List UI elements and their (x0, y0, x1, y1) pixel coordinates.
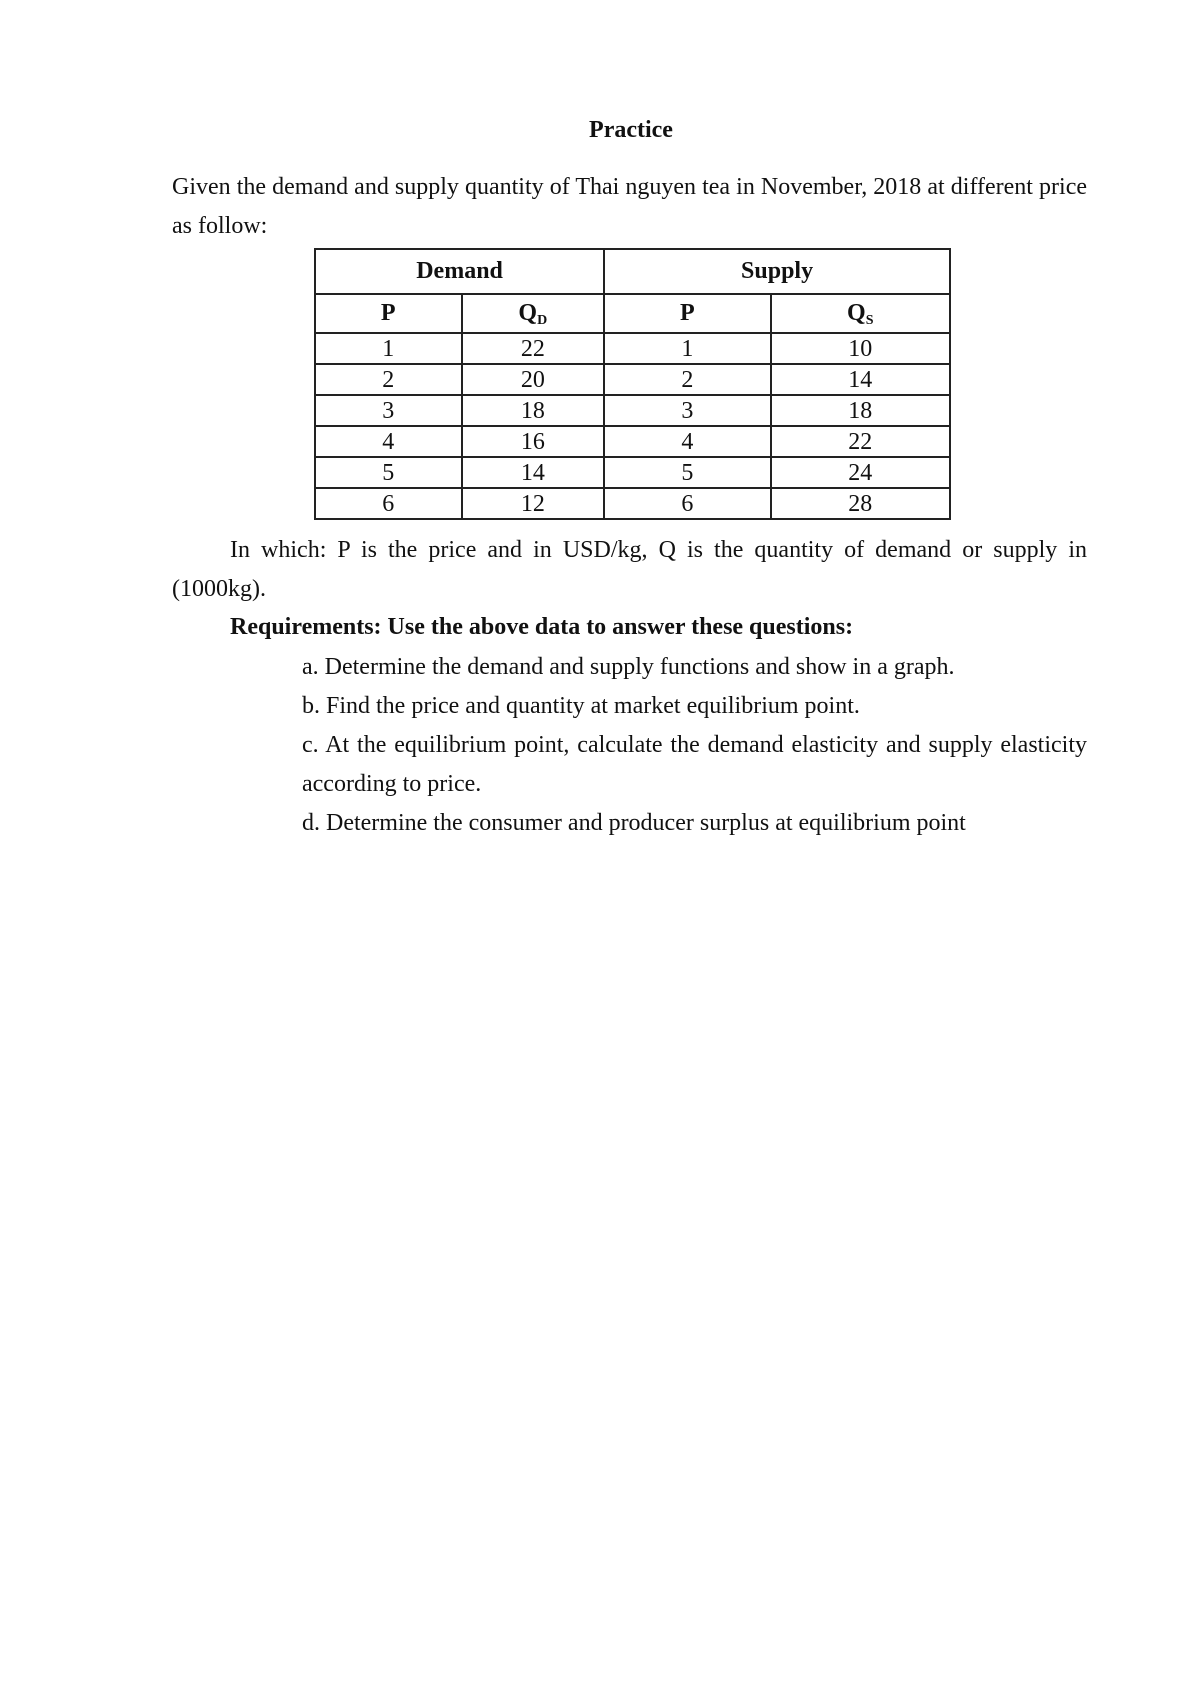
requirement-item-a: a. Determine the demand and supply functions and show in a graph. (302, 654, 955, 680)
supply-price-cell: 2 (604, 364, 770, 395)
demand-group-header: Demand (315, 249, 604, 294)
table-row (315, 488, 950, 519)
demand-quantity-cell: 20 (462, 364, 605, 395)
demand-quantity-subscript: D (537, 313, 548, 328)
requirement-item-d: d. Determine the consumer and producer surplus at equilibrium point (302, 810, 966, 836)
supply-group-header: Supply (604, 249, 950, 294)
demand-price-cell: 3 (315, 395, 462, 426)
supply-price-cell: 1 (604, 333, 770, 364)
supply-quantity-header: QS (771, 294, 950, 333)
requirement-item-c: c. At the equilibrium point, calculate the demand elasticity and supply elasticity according to price. (302, 732, 1087, 797)
supply-quantity-cell: 22 (771, 426, 950, 457)
page-title: Practice (589, 117, 673, 143)
demand-price-cell: 6 (315, 488, 462, 519)
requirements-list (302, 648, 1087, 843)
table-row (315, 333, 950, 364)
table-row (315, 395, 950, 426)
table-row (315, 364, 950, 395)
demand-price-cell: 1 (315, 333, 462, 364)
supply-quantity-subscript: S (865, 313, 874, 328)
demand-price-header: P (315, 294, 462, 333)
table-row (315, 457, 950, 488)
requirement-item-b: b. Find the price and quantity at market equilibrium point. (302, 693, 860, 719)
supply-price-header: P (604, 294, 770, 333)
demand-supply-table (314, 248, 951, 520)
supply-quantity-cell: 14 (771, 364, 950, 395)
supply-quantity-cell: 10 (771, 333, 950, 364)
supply-quantity-cell: 28 (771, 488, 950, 519)
demand-price-cell: 2 (315, 364, 462, 395)
supply-price-cell: 6 (604, 488, 770, 519)
units-note: In which: P is the price and in USD/kg, Q is the quantity of demand or supply in (1000kg). (172, 537, 1087, 602)
demand-quantity-header: QD (462, 294, 605, 333)
demand-quantity-cell: 12 (462, 488, 605, 519)
intro-paragraph: Given the demand and supply quantity of Thai nguyen tea in November, 2018 at different price as follow: (172, 174, 1087, 239)
demand-quantity-cell: 18 (462, 395, 605, 426)
demand-quantity-cell: 14 (462, 457, 605, 488)
requirements-heading: Requirements: Use the above data to answer these questions: (230, 614, 854, 640)
demand-price-cell: 4 (315, 426, 462, 457)
supply-quantity-cell: 24 (771, 457, 950, 488)
demand-quantity-cell: 16 (462, 426, 605, 457)
supply-price-cell: 3 (604, 395, 770, 426)
demand-quantity-cell: 22 (462, 333, 605, 364)
demand-price-cell: 5 (315, 457, 462, 488)
table-row (315, 426, 950, 457)
supply-price-cell: 5 (604, 457, 770, 488)
supply-quantity-cell: 18 (771, 395, 950, 426)
supply-price-cell: 4 (604, 426, 770, 457)
